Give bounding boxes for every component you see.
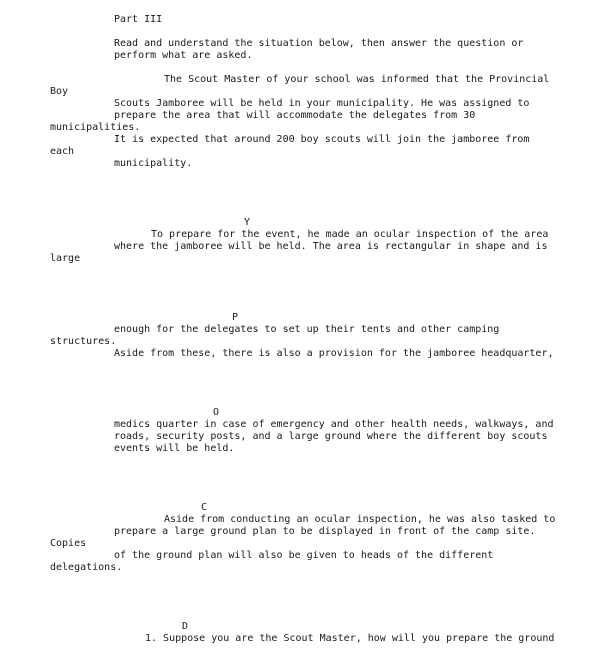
paragraph-line: It is expected that around 200 boy scouts will join the jamboree from xyxy=(114,134,530,145)
paragraph-line: municipalities. xyxy=(50,122,141,133)
paragraph-line: large xyxy=(50,253,81,264)
question-item: 1. Suppose you are the Scout Master, how will you prepare the ground xyxy=(145,633,555,644)
paragraph-line: prepare the area that will accommodate the delegates from 30 xyxy=(114,110,476,121)
paragraph-line: where the jamboree will be held. The area is rectangular in shape and is xyxy=(114,241,548,252)
paragraph-line: Boy xyxy=(50,86,69,97)
paragraph-line: Aside from these, there is also a provision for the jamboree headquarter, xyxy=(114,348,554,359)
part-heading: Part III xyxy=(114,14,163,25)
paragraph-line: prepare a large ground plan to be displayed in front of the camp site. xyxy=(114,526,536,537)
paragraph-line: Copies xyxy=(50,538,87,549)
paragraph-line: The Scout Master of your school was informed that the Provincial xyxy=(164,74,550,85)
paragraph-line: of the ground plan will also be given to heads of the different xyxy=(114,550,494,561)
paragraph-line: events will be held. xyxy=(114,443,235,454)
letter-marker: D xyxy=(182,621,189,632)
instruction-line: Read and understand the situation below, then answer the question or xyxy=(114,38,524,49)
letter-marker: O xyxy=(213,407,220,418)
paragraph-line: each xyxy=(50,146,75,157)
letter-marker: C xyxy=(201,502,208,513)
letter-marker: Y xyxy=(244,217,251,228)
paragraph-line: To prepare for the event, he made an ocular inspection of the area xyxy=(151,229,549,240)
letter-marker: P xyxy=(232,312,239,323)
paragraph-line: medics quarter in case of emergency and other health needs, walkways, and xyxy=(114,419,554,430)
paragraph-line: roads, security posts, and a large ground where the different boy scouts xyxy=(114,431,548,442)
paragraph-line: structures. xyxy=(50,336,117,347)
paragraph-line: Aside from conducting an ocular inspection, he was also tasked to xyxy=(164,514,556,525)
paragraph-line: Scouts Jamboree will be held in your municipality. He was assigned to xyxy=(114,98,530,109)
paragraph-line: delegations. xyxy=(50,562,123,573)
paragraph-line: enough for the delegates to set up their tents and other camping xyxy=(114,324,500,335)
paragraph-line: municipality. xyxy=(114,158,193,169)
instruction-line: perform what are asked. xyxy=(114,50,253,61)
